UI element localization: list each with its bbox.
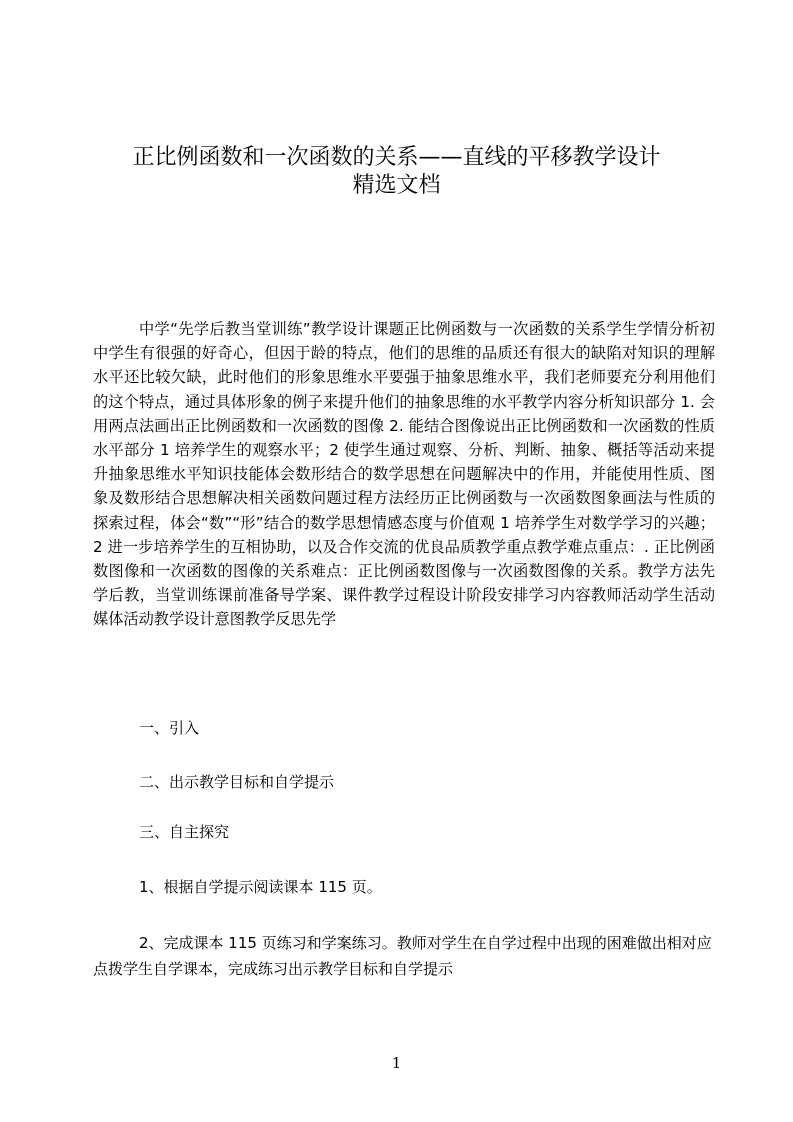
body-paragraph: 中学“先学后教当堂训练”教学设计课题正比例函数与一次函数的关系学生学情分析初中学生有很强的好奇心，但因于龄的特点，他们的思维的品质还有很大的缺陷对知识的理解水平还比较欠缺，此时他们的形象思维水平要强于抽象思维水平，我们老师要充分利用他们的这个特点，通过具体形象的例子来提升他们的抽象思维的水平教学内容分析知识部分 1. 会用两点法画出正比例函数和一次函数的图像 2. 能结合图像说出正比例函数和一次函数的性质水平部分 1 培养学生的观察水平；2 使学生通过观察、分析、判断、抽象、概括等活动来提升抽象思维水平知识技能体会数形结合的数学思想在问题解决中的作用，并能使用性质、图象及数形结合思想解决相关函数问题过程方法经历正比例函数与一次函数图象画法与性质的探索过程，体会“数”“形”结合的数学思想情感态度与价值观 1 培养学生对数学学习的兴趣；2 进一步培养学生的互相协助，以及合作交流的优良品质教学重点教学难点重点：. 正比例函数图像和一次函数的图像的关系难点：正比例函数图像与一次函数图像的关系。教学方法先学后教，当堂训练课前准备导学案、课件教学过程设计阶段安排学习内容教师活动学生活动媒体活动教学设计意图教学反思先学 xyxy=(93,320,715,629)
section-heading-objectives: 二、出示教学目标和自学提示 xyxy=(139,773,335,791)
document-title-line-1: 正比例函数和一次函数的关系——直线的平移教学设计 xyxy=(132,145,661,170)
page-number: 1 xyxy=(391,1054,402,1072)
document-title-line-2: 精选文档 xyxy=(352,173,441,198)
list-item-reading: 1、根据自学提示阅读课本 115 页。 xyxy=(139,878,382,896)
section-heading-introduction: 一、引入 xyxy=(139,719,200,737)
section-heading-self-study: 三、自主探究 xyxy=(139,823,230,841)
list-item-exercises: 2、完成课本 115 页练习和学案练习。教师对学生在自学过程中出现的困难做出相对应点拨学生自学课本，完成练习出示教学目标和自学提示 xyxy=(93,934,712,978)
